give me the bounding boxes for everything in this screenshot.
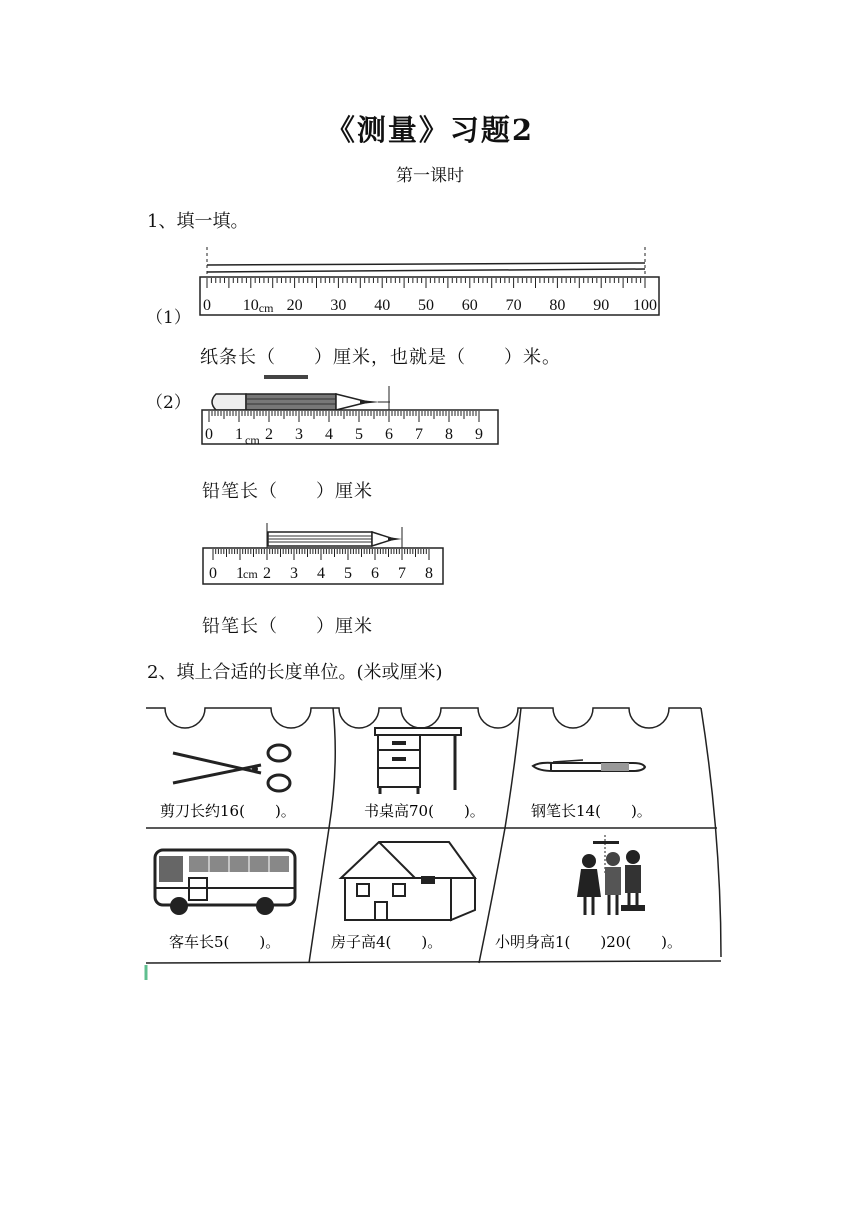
ruler-tick-label: 80 [549, 297, 566, 314]
strip-length-sentence: 纸条长（ ）厘米，也就是（ ）米。 [200, 347, 561, 368]
page-title: 《测量》习题2 [325, 113, 535, 147]
scissors-icon [173, 745, 290, 791]
ruler-tick-label: 9 [475, 426, 483, 443]
ruler-tick-label: 2 [263, 565, 271, 582]
children-measuring-icon [577, 835, 645, 915]
pencil-ruler-figure-1 [198, 372, 508, 450]
ruler-tick-label: 8 [445, 426, 453, 443]
bus-icon [155, 850, 295, 915]
paper-strip-bottom [207, 269, 645, 272]
page-subtitle: 第一课时 [396, 166, 464, 186]
ruler-tick-label: 1 [235, 426, 243, 443]
cell-pen-text: 钢笔长14( )。 [531, 802, 652, 820]
ruler-tick-label: 20 [286, 297, 303, 314]
ruler-tick-label: 3 [290, 565, 298, 582]
desk-icon [375, 728, 461, 794]
paper-strip-ruler-figure [196, 245, 666, 321]
ruler-tick-label: 100 [633, 297, 657, 314]
ruler-tick-label: 0 [203, 297, 211, 314]
ruler-unit-label: cm [258, 301, 274, 315]
pencil-icon [268, 532, 402, 546]
cell-bus-text: 客车长5( )。 [169, 933, 281, 951]
house-icon [341, 842, 475, 920]
ruler-tick-label: 10 [242, 297, 259, 314]
ruler-tick-label: 30 [330, 297, 347, 314]
scalloped-border [146, 708, 701, 728]
paper-strip-top [207, 263, 645, 265]
ruler-tick-label: 90 [593, 297, 610, 314]
ruler-tick-label: 3 [295, 426, 303, 443]
ruler-tick-label: 4 [317, 565, 325, 582]
ruler-unit-label: cm [243, 567, 258, 581]
pencil-2-sentence: 铅笔长（ ）厘米 [202, 616, 373, 637]
pencil-icon [212, 394, 380, 410]
ruler-tick-label: 70 [505, 297, 522, 314]
ruler-tick-label: 50 [418, 297, 434, 314]
question-2-heading: 2、填上合适的长度单位。(米或厘米) [147, 662, 443, 683]
ruler-tick-label: 5 [355, 426, 363, 443]
pencil-1-sentence: 铅笔长（ ）厘米 [202, 481, 373, 502]
ruler-tick-label: 2 [265, 426, 273, 443]
ruler-tick-label: 7 [415, 426, 423, 443]
cell-house-text: 房子高4( )。 [331, 933, 443, 951]
ruler-tick-label: 6 [385, 426, 393, 443]
ruler-tick-label: 0 [205, 426, 213, 443]
question-1-heading: 1、填一填。 [147, 211, 249, 232]
cell-desk-text: 书桌高70( )。 [364, 802, 485, 820]
ruler-tick-label: 6 [371, 565, 379, 582]
ruler-tick-label: 1 [236, 565, 244, 582]
units-picture-table [143, 695, 733, 980]
part-2-label: （2） [146, 393, 191, 413]
pen-icon [533, 760, 645, 771]
cell-scissors-text: 剪刀长约16( )。 [160, 802, 296, 820]
pencil-ruler-figure-2 [198, 519, 450, 589]
ruler-tick-label: 0 [209, 565, 217, 582]
ruler-tick-label: 60 [461, 297, 478, 314]
cell-height-text: 小明身高1( )20( )。 [495, 933, 683, 951]
ruler-tick-label: 7 [398, 565, 406, 582]
part-1-label: （1） [146, 308, 191, 328]
ruler-tick-label: 40 [374, 297, 391, 314]
ruler-tick-label: 5 [344, 565, 352, 582]
ruler-unit-label: cm [245, 433, 260, 447]
ruler-tick-label: 8 [425, 565, 433, 582]
ruler-tick-label: 4 [325, 426, 333, 443]
